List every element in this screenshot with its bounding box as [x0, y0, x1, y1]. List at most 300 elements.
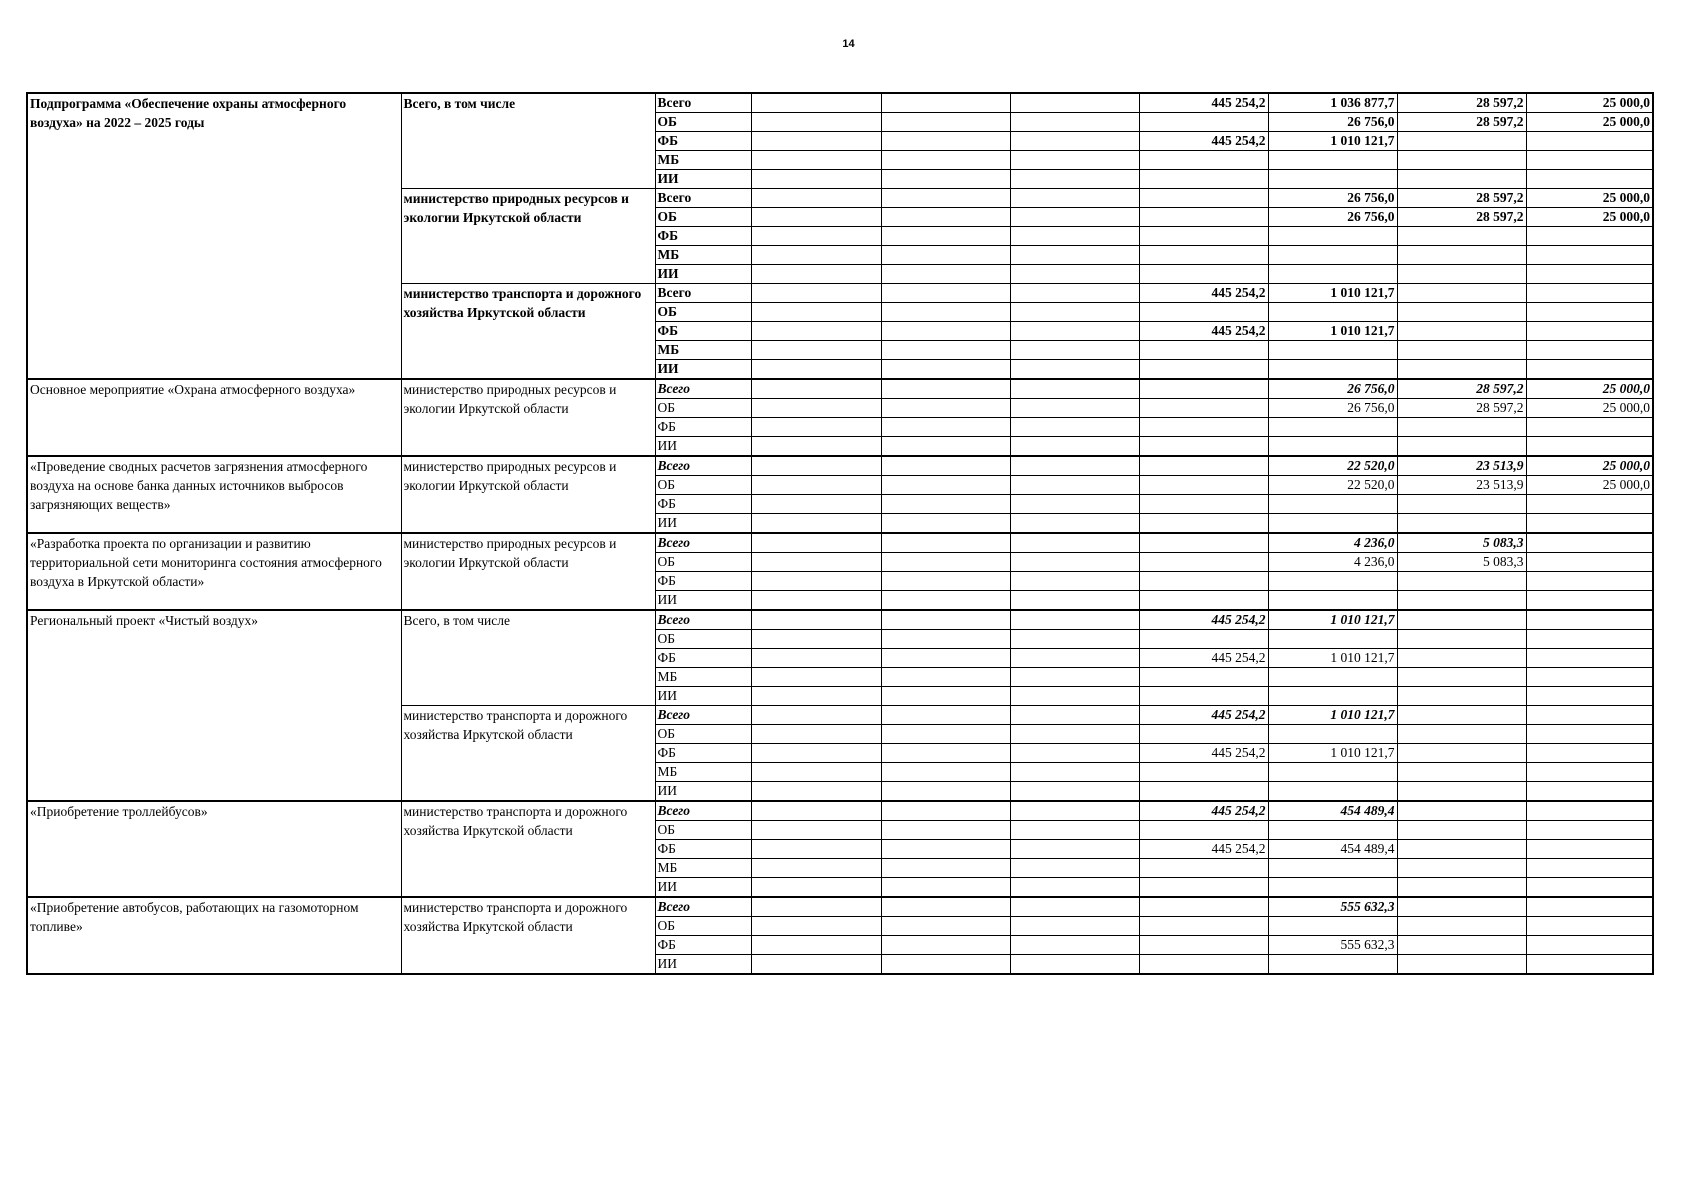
- executor-name: министерство природных ресурсов и экологии Иркутской области: [401, 379, 655, 456]
- funding-source: ФБ: [655, 936, 751, 955]
- funding-source: Всего: [655, 379, 751, 399]
- amount-cell: [1397, 303, 1526, 322]
- amount-cell: [881, 495, 1010, 514]
- funding-source: ОБ: [655, 208, 751, 227]
- amount-cell: [881, 840, 1010, 859]
- amount-cell: 1 010 121,7: [1268, 744, 1397, 763]
- amount-cell: [751, 437, 881, 457]
- amount-cell: [881, 782, 1010, 802]
- amount-cell: [751, 93, 881, 113]
- amount-cell: [1010, 955, 1139, 975]
- amount-cell: [881, 687, 1010, 706]
- amount-cell: [1139, 495, 1268, 514]
- amount-cell: [751, 572, 881, 591]
- activity-name: Подпрограмма «Обеспечение охраны атмосферного воздуха» на 2022 – 2025 годы: [27, 93, 401, 379]
- amount-cell: [881, 476, 1010, 495]
- amount-cell: [751, 360, 881, 380]
- amount-cell: [1010, 917, 1139, 936]
- amount-cell: [1010, 533, 1139, 553]
- amount-cell: [751, 322, 881, 341]
- amount-cell: [1010, 553, 1139, 572]
- amount-cell: [1010, 744, 1139, 763]
- amount-cell: [1139, 303, 1268, 322]
- amount-cell: [881, 341, 1010, 360]
- amount-cell: [1397, 514, 1526, 534]
- funding-source: МБ: [655, 151, 751, 170]
- amount-cell: [1397, 687, 1526, 706]
- amount-cell: 28 597,2: [1397, 379, 1526, 399]
- amount-cell: 23 513,9: [1397, 476, 1526, 495]
- amount-cell: [1010, 437, 1139, 457]
- amount-cell: 28 597,2: [1397, 208, 1526, 227]
- amount-cell: [1268, 246, 1397, 265]
- amount-cell: [1010, 725, 1139, 744]
- funding-source: ФБ: [655, 744, 751, 763]
- amount-cell: [1139, 418, 1268, 437]
- amount-cell: [1139, 227, 1268, 246]
- amount-cell: [751, 265, 881, 284]
- amount-cell: [1139, 955, 1268, 975]
- amount-cell: [751, 859, 881, 878]
- amount-cell: [1010, 801, 1139, 821]
- amount-cell: [1397, 418, 1526, 437]
- amount-cell: [1010, 93, 1139, 113]
- amount-cell: [881, 265, 1010, 284]
- amount-cell: [1139, 379, 1268, 399]
- amount-cell: [1268, 782, 1397, 802]
- amount-cell: [1397, 859, 1526, 878]
- amount-cell: 28 597,2: [1397, 93, 1526, 113]
- amount-cell: [751, 649, 881, 668]
- amount-cell: [1526, 132, 1653, 151]
- amount-cell: [1010, 668, 1139, 687]
- amount-cell: [1526, 630, 1653, 649]
- funding-source: ОБ: [655, 476, 751, 495]
- amount-cell: [1268, 591, 1397, 611]
- amount-cell: 26 756,0: [1268, 379, 1397, 399]
- funding-source: ИИ: [655, 687, 751, 706]
- amount-cell: [751, 553, 881, 572]
- funding-source: Всего: [655, 801, 751, 821]
- amount-cell: [751, 132, 881, 151]
- amount-cell: [1139, 151, 1268, 170]
- funding-source: ОБ: [655, 303, 751, 322]
- amount-cell: [1268, 437, 1397, 457]
- amount-cell: 454 489,4: [1268, 801, 1397, 821]
- amount-cell: 25 000,0: [1526, 476, 1653, 495]
- funding-source: Всего: [655, 897, 751, 917]
- amount-cell: 5 083,3: [1397, 553, 1526, 572]
- funding-source: ОБ: [655, 113, 751, 132]
- funding-source: ИИ: [655, 782, 751, 802]
- amount-cell: [1010, 303, 1139, 322]
- executor-name: Всего, в том числе: [401, 93, 655, 189]
- amount-cell: 445 254,2: [1139, 801, 1268, 821]
- activity-name: Региональный проект «Чистый воздух»: [27, 610, 401, 801]
- amount-cell: [1397, 591, 1526, 611]
- amount-cell: [1397, 170, 1526, 189]
- amount-cell: 1 010 121,7: [1268, 706, 1397, 725]
- amount-cell: [1010, 859, 1139, 878]
- amount-cell: 25 000,0: [1526, 113, 1653, 132]
- amount-cell: [1010, 840, 1139, 859]
- amount-cell: [1397, 572, 1526, 591]
- amount-cell: [1526, 341, 1653, 360]
- amount-cell: [1010, 514, 1139, 534]
- executor-name: министерство природных ресурсов и экологии Иркутской области: [401, 533, 655, 610]
- funding-source: Всего: [655, 610, 751, 630]
- amount-cell: [881, 360, 1010, 380]
- amount-cell: [1139, 265, 1268, 284]
- amount-cell: [881, 744, 1010, 763]
- funding-source: ИИ: [655, 878, 751, 898]
- amount-cell: [1397, 284, 1526, 303]
- executor-name: министерство природных ресурсов и экологии Иркутской области: [401, 189, 655, 284]
- amount-cell: [751, 936, 881, 955]
- amount-cell: [751, 897, 881, 917]
- funding-source: ФБ: [655, 227, 751, 246]
- funding-source: Всего: [655, 456, 751, 476]
- table-row: [27, 897, 1653, 917]
- amount-cell: [1526, 265, 1653, 284]
- amount-cell: [1268, 668, 1397, 687]
- amount-cell: [1139, 591, 1268, 611]
- amount-cell: [1526, 878, 1653, 898]
- amount-cell: [1526, 744, 1653, 763]
- amount-cell: [881, 801, 1010, 821]
- amount-cell: 25 000,0: [1526, 93, 1653, 113]
- amount-cell: [1268, 821, 1397, 840]
- amount-cell: [751, 840, 881, 859]
- amount-cell: [1010, 495, 1139, 514]
- funding-source: ОБ: [655, 553, 751, 572]
- amount-cell: [1397, 322, 1526, 341]
- amount-cell: [881, 418, 1010, 437]
- amount-cell: [1397, 437, 1526, 457]
- funding-source: ИИ: [655, 265, 751, 284]
- amount-cell: [881, 151, 1010, 170]
- amount-cell: [1526, 151, 1653, 170]
- amount-cell: [1526, 322, 1653, 341]
- funding-source: Всего: [655, 189, 751, 208]
- amount-cell: [1268, 687, 1397, 706]
- amount-cell: 25 000,0: [1526, 379, 1653, 399]
- amount-cell: [1397, 649, 1526, 668]
- amount-cell: 555 632,3: [1268, 936, 1397, 955]
- amount-cell: 445 254,2: [1139, 744, 1268, 763]
- amount-cell: [1397, 668, 1526, 687]
- amount-cell: [1010, 360, 1139, 380]
- amount-cell: [751, 801, 881, 821]
- amount-cell: 25 000,0: [1526, 189, 1653, 208]
- amount-cell: 555 632,3: [1268, 897, 1397, 917]
- amount-cell: 1 010 121,7: [1268, 322, 1397, 341]
- amount-cell: [1397, 725, 1526, 744]
- amount-cell: 28 597,2: [1397, 399, 1526, 418]
- funding-source: ОБ: [655, 725, 751, 744]
- amount-cell: [1139, 533, 1268, 553]
- amount-cell: 5 083,3: [1397, 533, 1526, 553]
- amount-cell: [1268, 227, 1397, 246]
- amount-cell: [751, 782, 881, 802]
- executor-name: министерство транспорта и дорожного хозяйства Иркутской области: [401, 706, 655, 802]
- amount-cell: 445 254,2: [1139, 840, 1268, 859]
- amount-cell: [881, 246, 1010, 265]
- funding-source: ФБ: [655, 840, 751, 859]
- amount-cell: [1526, 514, 1653, 534]
- amount-cell: [1139, 476, 1268, 495]
- budget-table-body: [27, 93, 1653, 974]
- amount-cell: [1139, 859, 1268, 878]
- amount-cell: [1397, 840, 1526, 859]
- amount-cell: [751, 744, 881, 763]
- amount-cell: [751, 113, 881, 132]
- amount-cell: [881, 437, 1010, 457]
- amount-cell: [1397, 706, 1526, 725]
- amount-cell: [881, 859, 1010, 878]
- amount-cell: [1268, 151, 1397, 170]
- funding-source: МБ: [655, 859, 751, 878]
- amount-cell: [1139, 917, 1268, 936]
- amount-cell: [751, 151, 881, 170]
- amount-cell: [1010, 782, 1139, 802]
- amount-cell: [1268, 303, 1397, 322]
- amount-cell: [1397, 151, 1526, 170]
- funding-source: ИИ: [655, 360, 751, 380]
- amount-cell: [751, 284, 881, 303]
- funding-source: ФБ: [655, 418, 751, 437]
- table-row: [27, 610, 1653, 630]
- amount-cell: [1526, 649, 1653, 668]
- amount-cell: [1268, 341, 1397, 360]
- amount-cell: [1139, 572, 1268, 591]
- amount-cell: [1010, 322, 1139, 341]
- amount-cell: [1268, 630, 1397, 649]
- amount-cell: [751, 610, 881, 630]
- amount-cell: [751, 668, 881, 687]
- amount-cell: [1526, 897, 1653, 917]
- amount-cell: [1397, 341, 1526, 360]
- amount-cell: [1397, 917, 1526, 936]
- amount-cell: [1139, 630, 1268, 649]
- amount-cell: [1139, 878, 1268, 898]
- amount-cell: 445 254,2: [1139, 93, 1268, 113]
- amount-cell: [1526, 533, 1653, 553]
- table-row: [27, 456, 1653, 476]
- amount-cell: [1397, 495, 1526, 514]
- executor-name: министерство транспорта и дорожного хозяйства Иркутской области: [401, 897, 655, 974]
- amount-cell: 26 756,0: [1268, 208, 1397, 227]
- amount-cell: [1397, 782, 1526, 802]
- amount-cell: [751, 418, 881, 437]
- amount-cell: 4 236,0: [1268, 533, 1397, 553]
- amount-cell: [1397, 936, 1526, 955]
- amount-cell: [1268, 170, 1397, 189]
- amount-cell: [1010, 151, 1139, 170]
- amount-cell: [751, 170, 881, 189]
- amount-cell: [881, 763, 1010, 782]
- amount-cell: [881, 821, 1010, 840]
- amount-cell: [1526, 610, 1653, 630]
- amount-cell: [881, 706, 1010, 725]
- amount-cell: [881, 93, 1010, 113]
- amount-cell: 445 254,2: [1139, 706, 1268, 725]
- amount-cell: [751, 341, 881, 360]
- amount-cell: [1010, 610, 1139, 630]
- amount-cell: [751, 495, 881, 514]
- amount-cell: [751, 456, 881, 476]
- amount-cell: 454 489,4: [1268, 840, 1397, 859]
- amount-cell: 26 756,0: [1268, 113, 1397, 132]
- amount-cell: [881, 572, 1010, 591]
- amount-cell: [1010, 265, 1139, 284]
- amount-cell: [1010, 456, 1139, 476]
- funding-source: МБ: [655, 668, 751, 687]
- executor-name: министерство транспорта и дорожного хозяйства Иркутской области: [401, 284, 655, 380]
- funding-source: ОБ: [655, 821, 751, 840]
- amount-cell: [1268, 495, 1397, 514]
- amount-cell: [881, 630, 1010, 649]
- amount-cell: 25 000,0: [1526, 208, 1653, 227]
- table-row: [27, 801, 1653, 821]
- amount-cell: [1397, 360, 1526, 380]
- funding-source: ИИ: [655, 437, 751, 457]
- amount-cell: [1010, 113, 1139, 132]
- amount-cell: 28 597,2: [1397, 189, 1526, 208]
- amount-cell: [881, 399, 1010, 418]
- amount-cell: [1010, 284, 1139, 303]
- amount-cell: [1139, 399, 1268, 418]
- funding-source: ИИ: [655, 955, 751, 975]
- amount-cell: 445 254,2: [1139, 610, 1268, 630]
- activity-name: «Проведение сводных расчетов загрязнения атмосферного воздуха на основе банка данных источников выбросов загрязняющих веществ»: [27, 456, 401, 533]
- amount-cell: [1526, 782, 1653, 802]
- amount-cell: [881, 917, 1010, 936]
- funding-source: ОБ: [655, 917, 751, 936]
- funding-source: ОБ: [655, 630, 751, 649]
- amount-cell: [881, 208, 1010, 227]
- funding-source: Всего: [655, 284, 751, 303]
- amount-cell: [1526, 763, 1653, 782]
- amount-cell: [1010, 418, 1139, 437]
- amount-cell: [881, 227, 1010, 246]
- amount-cell: [1010, 572, 1139, 591]
- amount-cell: [1526, 936, 1653, 955]
- amount-cell: [1526, 227, 1653, 246]
- amount-cell: [1139, 246, 1268, 265]
- amount-cell: [1526, 725, 1653, 744]
- amount-cell: [751, 476, 881, 495]
- amount-cell: [1268, 917, 1397, 936]
- amount-cell: [1010, 379, 1139, 399]
- funding-source: ИИ: [655, 591, 751, 611]
- amount-cell: [1268, 859, 1397, 878]
- amount-cell: [1139, 437, 1268, 457]
- table-row: [27, 93, 1653, 113]
- amount-cell: [1139, 113, 1268, 132]
- amount-cell: [1526, 687, 1653, 706]
- amount-cell: 28 597,2: [1397, 113, 1526, 132]
- amount-cell: [1139, 897, 1268, 917]
- amount-cell: [1010, 476, 1139, 495]
- amount-cell: [1139, 360, 1268, 380]
- amount-cell: [751, 246, 881, 265]
- activity-name: «Разработка проекта по организации и развитию территориальной сети мониторинга состояния атмосферного воздуха в Иркутской области»: [27, 533, 401, 610]
- amount-cell: [751, 821, 881, 840]
- amount-cell: [751, 208, 881, 227]
- amount-cell: [1268, 763, 1397, 782]
- amount-cell: [881, 610, 1010, 630]
- amount-cell: 445 254,2: [1139, 284, 1268, 303]
- amount-cell: [751, 514, 881, 534]
- amount-cell: [1397, 897, 1526, 917]
- amount-cell: [1268, 725, 1397, 744]
- amount-cell: 1 036 877,7: [1268, 93, 1397, 113]
- amount-cell: [1268, 878, 1397, 898]
- amount-cell: [751, 227, 881, 246]
- amount-cell: [881, 668, 1010, 687]
- amount-cell: [1526, 360, 1653, 380]
- amount-cell: [1397, 630, 1526, 649]
- amount-cell: [751, 878, 881, 898]
- amount-cell: [751, 189, 881, 208]
- amount-cell: [1010, 687, 1139, 706]
- amount-cell: [1526, 801, 1653, 821]
- amount-cell: [881, 170, 1010, 189]
- amount-cell: [1397, 955, 1526, 975]
- amount-cell: [751, 591, 881, 611]
- amount-cell: 445 254,2: [1139, 649, 1268, 668]
- amount-cell: [751, 379, 881, 399]
- amount-cell: [1397, 763, 1526, 782]
- amount-cell: [1139, 725, 1268, 744]
- amount-cell: 25 000,0: [1526, 456, 1653, 476]
- amount-cell: [1139, 170, 1268, 189]
- amount-cell: [1268, 955, 1397, 975]
- table-row: [27, 379, 1653, 399]
- amount-cell: [751, 399, 881, 418]
- amount-cell: 1 010 121,7: [1268, 610, 1397, 630]
- amount-cell: 1 010 121,7: [1268, 132, 1397, 151]
- amount-cell: [881, 725, 1010, 744]
- amount-cell: 22 520,0: [1268, 476, 1397, 495]
- amount-cell: [1268, 514, 1397, 534]
- amount-cell: [881, 456, 1010, 476]
- amount-cell: 22 520,0: [1268, 456, 1397, 476]
- amount-cell: [1268, 360, 1397, 380]
- amount-cell: [1139, 456, 1268, 476]
- amount-cell: 23 513,9: [1397, 456, 1526, 476]
- amount-cell: [1268, 572, 1397, 591]
- amount-cell: [1397, 744, 1526, 763]
- funding-source: ФБ: [655, 132, 751, 151]
- amount-cell: [1010, 649, 1139, 668]
- activity-name: Основное мероприятие «Охрана атмосферного воздуха»: [27, 379, 401, 456]
- amount-cell: [1010, 189, 1139, 208]
- amount-cell: [1526, 572, 1653, 591]
- amount-cell: [881, 514, 1010, 534]
- budget-table: [26, 92, 1654, 975]
- amount-cell: [1397, 246, 1526, 265]
- amount-cell: [751, 763, 881, 782]
- amount-cell: 25 000,0: [1526, 399, 1653, 418]
- amount-cell: [1139, 514, 1268, 534]
- amount-cell: [1526, 859, 1653, 878]
- amount-cell: [1526, 668, 1653, 687]
- amount-cell: [1397, 610, 1526, 630]
- amount-cell: [881, 284, 1010, 303]
- amount-cell: [1397, 801, 1526, 821]
